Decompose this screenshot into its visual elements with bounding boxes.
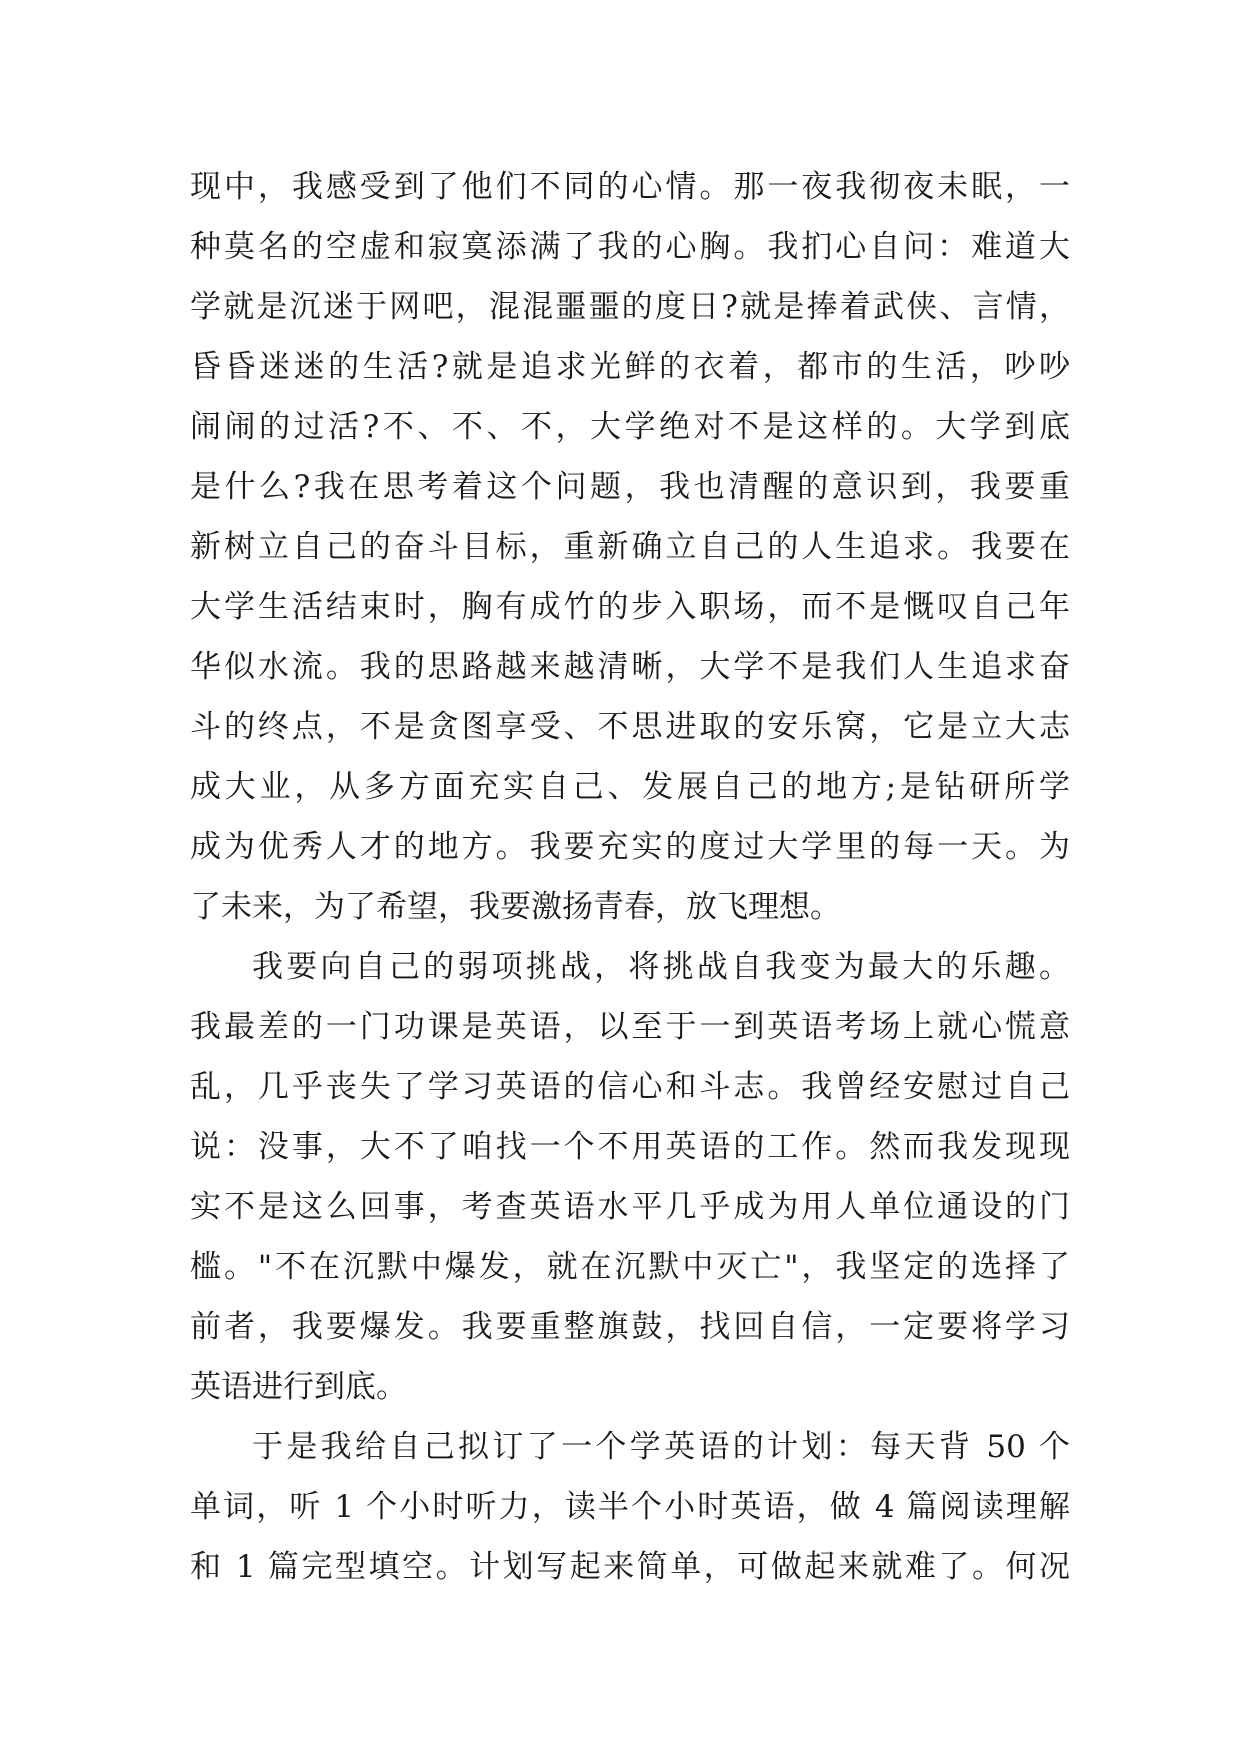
text-line: 华似水流。我的思路越来越清晰，大学不是我们人生追求奋 xyxy=(190,649,1070,685)
text-line: 和 1 篇完型填空。计划写起来简单，可做起来就难了。何况 xyxy=(190,1549,1070,1585)
body-text xyxy=(190,157,1070,1597)
text-line: 现中，我感受到了他们不同的心情。那一夜我彻夜未眠，一 xyxy=(190,169,1070,205)
text-line: 大学生活结束时，胸有成竹的步入职场，而不是慨叹自己年 xyxy=(190,589,1070,625)
text-line: 说：没事，大不了咱找一个不用英语的工作。然而我发现现 xyxy=(190,1129,1070,1165)
text-line: 实不是这么回事，考查英语水平几乎成为用人单位通设的门 xyxy=(190,1189,1070,1225)
paragraph-3 xyxy=(190,1417,1070,1597)
text-line: 种莫名的空虚和寂寞添满了我的心胸。我扪心自问：难道大 xyxy=(190,229,1070,265)
text-line: 于是我给自己拟订了一个学英语的计划：每天背 50 个 xyxy=(252,1429,1070,1465)
text-line: 新树立自己的奋斗目标，重新确立自己的人生追求。我要在 xyxy=(190,529,1070,565)
text-line: 成为优秀人才的地方。我要充实的度过大学里的每一天。为 xyxy=(190,829,1070,865)
text-line: 前者，我要爆发。我要重整旗鼓，找回自信，一定要将学习 xyxy=(190,1309,1070,1345)
text-line: 成大业，从多方面充实自己、发展自己的地方;是钻研所学 xyxy=(190,769,1070,805)
text-line: 是什么?我在思考着这个问题，我也清醒的意识到，我要重 xyxy=(190,469,1070,505)
text-line: 学就是沉迷于网吧，混混噩噩的度日?就是捧着武侠、言情， xyxy=(190,289,1070,325)
text-line: 闹闹的过活?不、不、不，大学绝对不是这样的。大学到底 xyxy=(190,409,1070,445)
text-line: 斗的终点，不是贪图享受、不思进取的安乐窝，它是立大志 xyxy=(190,709,1070,745)
text-line: 我最差的一门功课是英语，以至于一到英语考场上就心慌意 xyxy=(190,1009,1070,1045)
text-line: 英语进行到底。 xyxy=(190,1369,407,1405)
text-line: 我要向自己的弱项挑战，将挑战自我变为最大的乐趣。 xyxy=(252,949,1070,985)
text-line: 昏昏迷迷的生活?就是追求光鲜的衣着，都市的生活，吵吵 xyxy=(190,349,1070,385)
text-line: 了未来，为了希望，我要激扬青春，放飞理想。 xyxy=(190,889,841,925)
text-line: 单词，听 1 个小时听力，读半个小时英语，做 4 篇阅读理解 xyxy=(190,1489,1070,1525)
text-line: 乱，几乎丧失了学习英语的信心和斗志。我曾经安慰过自己 xyxy=(190,1069,1070,1105)
text-line: 槛。"不在沉默中爆发，就在沉默中灭亡"，我坚定的选择了 xyxy=(190,1249,1070,1285)
paragraph-2 xyxy=(190,937,1070,1417)
paragraph-1 xyxy=(190,157,1070,937)
